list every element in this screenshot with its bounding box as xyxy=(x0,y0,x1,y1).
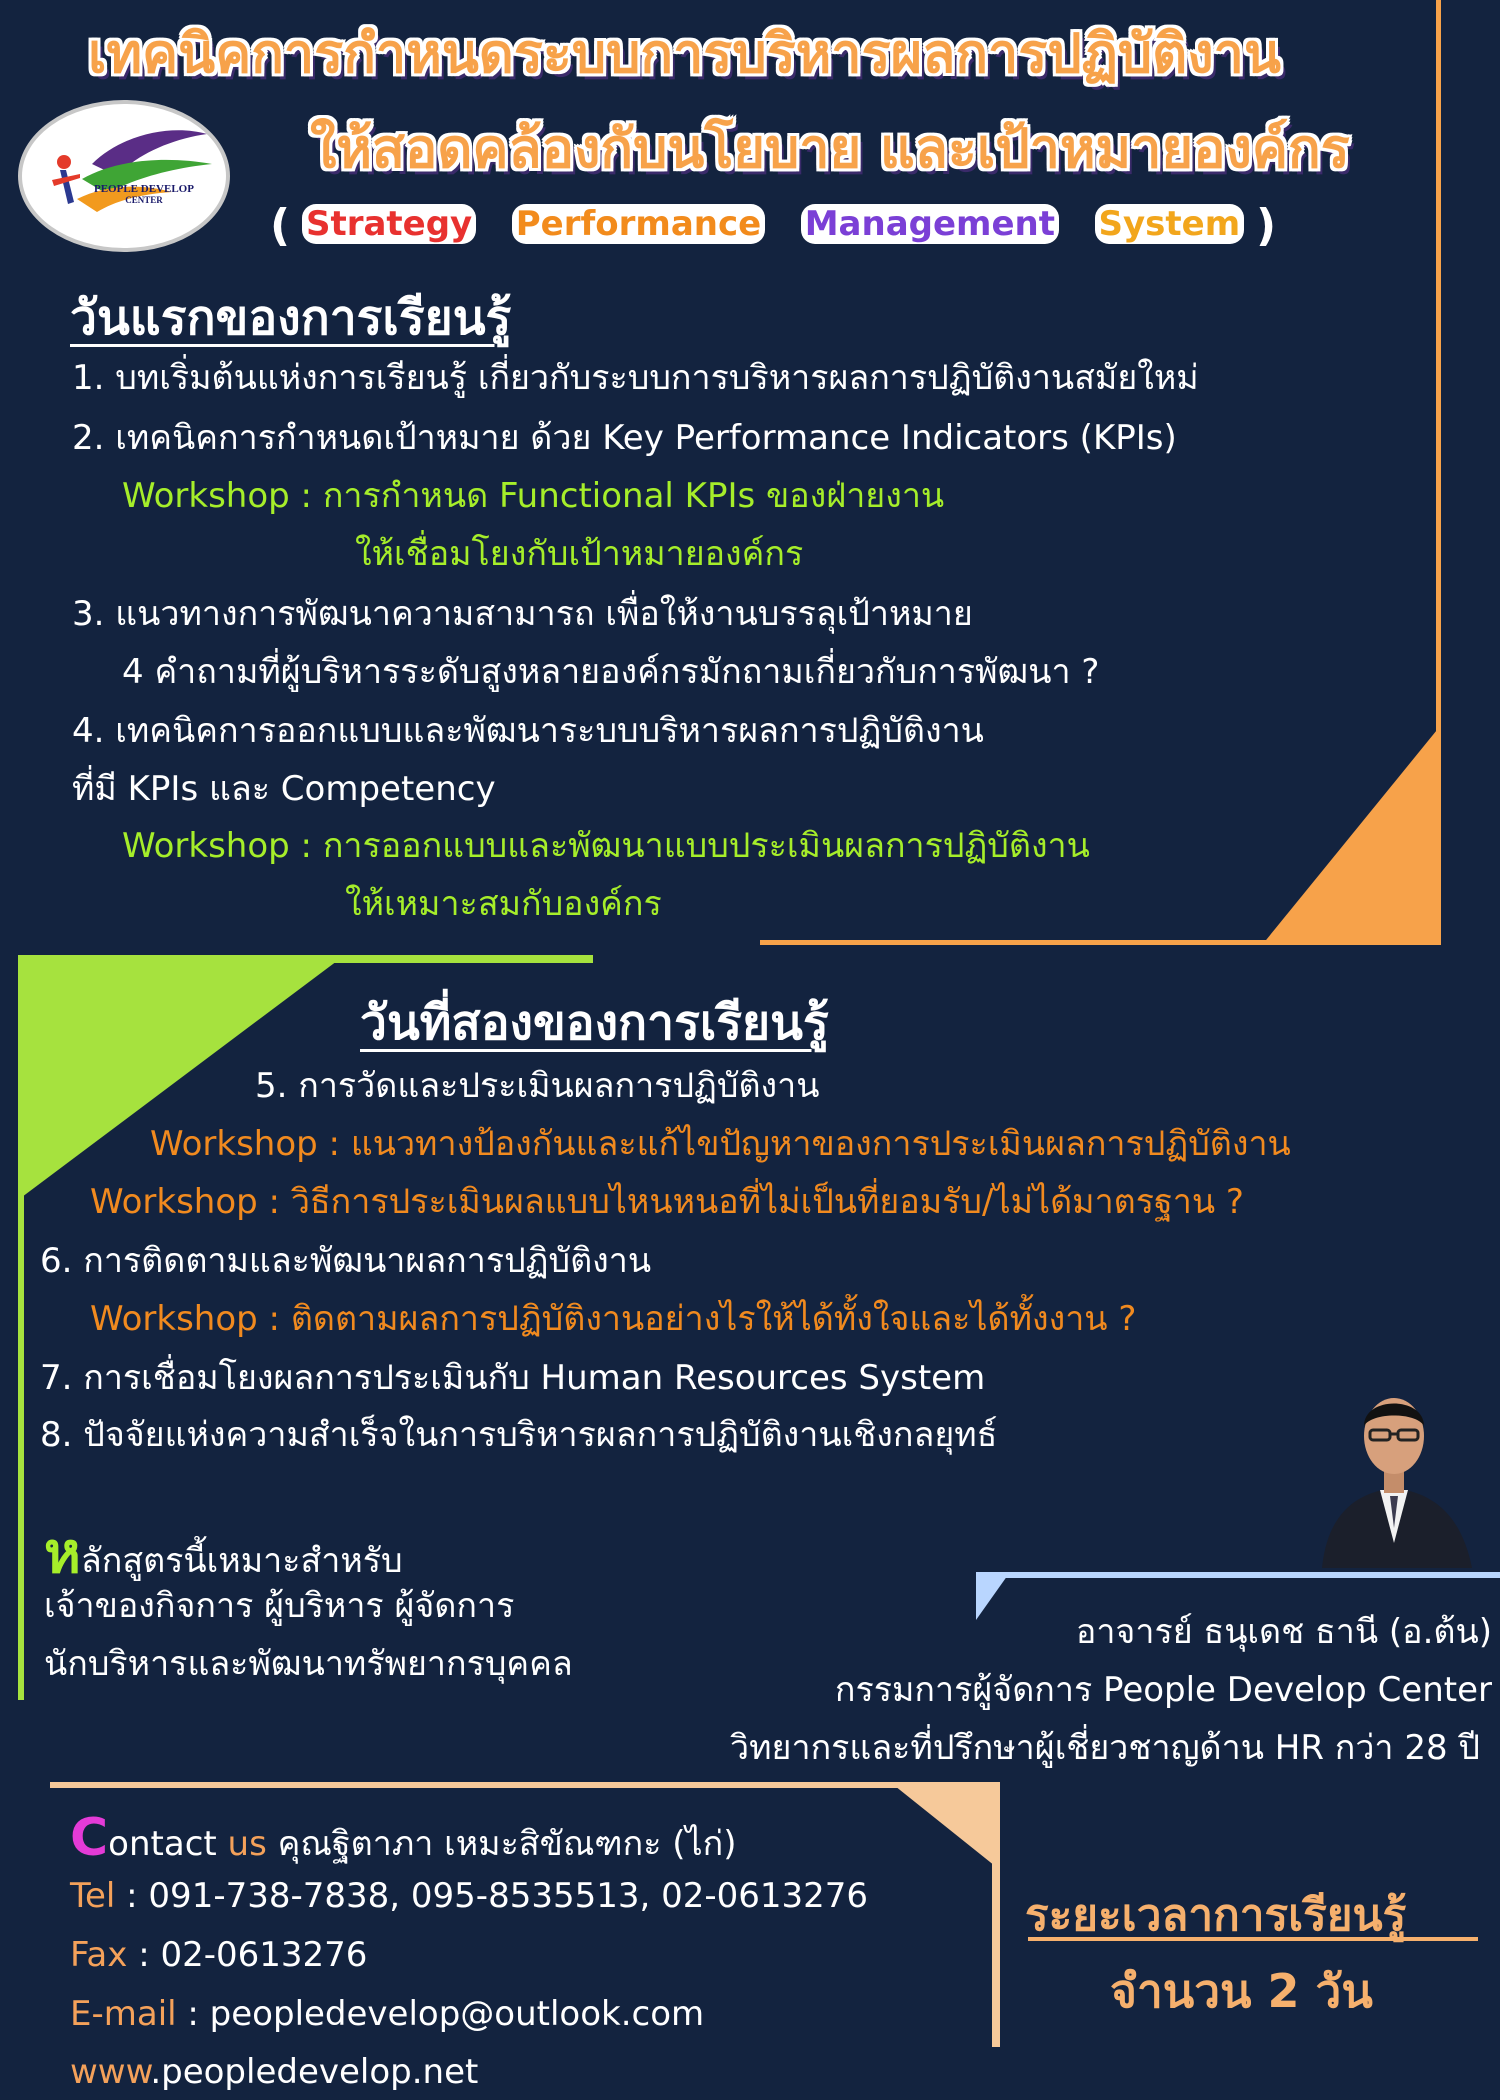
email-link[interactable]: : peopledevelop@outlook.com xyxy=(176,1994,705,2034)
day2-item6: 6. การติดตามและพัฒนาผลการปฏิบัติงาน xyxy=(40,1241,652,1281)
day2-heading: วันที่สองของการเรียนรู้ xyxy=(360,995,829,1051)
subtitle-word-strategy: Strategy xyxy=(302,204,476,244)
logo-swoosh-icon xyxy=(22,104,226,248)
contact-name: คุณฐิตาภา เหมะสิขัณฑกะ (ไก่) xyxy=(266,1824,737,1864)
contact-fax xyxy=(70,1935,367,1975)
green-left-border xyxy=(18,955,24,1700)
day1-heading: วันแรกของการเรียนรู้ xyxy=(70,290,512,346)
subtitle-paren-close: ) xyxy=(1256,200,1277,251)
day1-item3-sub: 4 คำถามที่ผู้บริหารระดับสูงหลายองค์กรมักถามเกี่ยวกับการพัฒนา ? xyxy=(122,652,1100,692)
subtitle-word-management: Management xyxy=(801,204,1059,244)
instructor-photo xyxy=(1312,1368,1477,1568)
contact-tel xyxy=(70,1876,868,1916)
day2-item7: 7. การเชื่อมโยงผลการประเมินกับ Human Resources System xyxy=(40,1358,986,1398)
contact-person xyxy=(70,1808,736,1870)
subtitle-word-system: System xyxy=(1095,204,1245,244)
audience-line1-text: ลักสูตรนี้เหมาะสำหรับ xyxy=(80,1541,403,1581)
instructor-position: กรรมการผู้จัดการ People Develop Center xyxy=(834,1670,1492,1710)
contact-us-label: us xyxy=(227,1824,267,1864)
day1-item4-line1: 4. เทคนิคการออกแบบและพัฒนาระบบบริหารผลการปฏิบัติงาน xyxy=(72,711,984,751)
peach-top-border xyxy=(50,1782,1000,1788)
day2-item5-workshop2: Workshop : วิธีการประเมินผลแบบไหนหนอที่ไม่เป็นที่ยอมรับ/ไม่ได้มาตรฐาน ? xyxy=(90,1182,1244,1222)
blue-corner xyxy=(976,1572,1010,1620)
fax-label: Fax xyxy=(70,1935,128,1975)
day1-item4-line2: ที่มี KPIs และ Competency xyxy=(72,769,496,809)
page-subtitle xyxy=(270,200,1276,251)
day1-item4-workshop-line1: Workshop : การออกแบบและพัฒนาแบบประเมินผลการปฏิบัติงาน xyxy=(122,826,1090,866)
blue-top-border xyxy=(976,1572,1500,1578)
audience-line3: นักบริหารและพัฒนาทรัพยากรบุคคล xyxy=(44,1644,573,1684)
duration-title: ระยะเวลาการเรียนรู้ xyxy=(1025,1890,1407,1941)
day2-item8: 8. ปัจจัยแห่งความสำเร็จในการบริหารผลการปฏิบัติงานเชิงกลยุทธ์ xyxy=(40,1415,998,1455)
page-title-line1: เทคนิคการกำหนดระบบการบริหารผลการปฏิบัติงาน xyxy=(88,22,1281,85)
website-link[interactable]: .peopledevelop.net xyxy=(150,2052,479,2092)
company-logo xyxy=(18,100,230,252)
peach-triangle xyxy=(890,1782,1000,1870)
orange-triangle xyxy=(1262,725,1441,945)
contact-website[interactable] xyxy=(70,2052,478,2092)
duration-value: จำนวน 2 วัน xyxy=(1110,1964,1373,2018)
tel-label: Tel xyxy=(70,1876,116,1916)
email-label: E-mail xyxy=(70,1994,177,2034)
website-prefix: www xyxy=(70,2052,151,2092)
contact-label: ontact xyxy=(108,1824,228,1864)
day1-item2-workshop-line1: Workshop : การกำหนด Functional KPIs ของฝ่ายงาน xyxy=(122,476,945,516)
day1-item2-workshop-line2: ให้เชื่อมโยงกับเป้าหมายองค์กร xyxy=(355,534,804,574)
day2-item6-workshop: Workshop : ติดตามผลการปฏิบัติงานอย่างไรให้ได้ทั้งใจและได้ทั้งงาน ? xyxy=(90,1299,1137,1339)
day1-item3: 3. แนวทางการพัฒนาความสามารถ เพื่อให้งานบรรลุเป้าหมาย xyxy=(72,594,973,634)
audience-line2: เจ้าของกิจการ ผู้บริหาร ผู้จัดการ xyxy=(44,1586,515,1626)
instructor-name: อาจารย์ ธนุเดช ธานี (อ.ต้น) xyxy=(1075,1612,1492,1652)
instructor-experience: วิทยากรและที่ปรึกษาผู้เชี่ยวชาญด้าน HR กว่า 28 ปี xyxy=(730,1728,1480,1768)
day1-item4-workshop-line2: ให้เหมาะสมกับองค์กร xyxy=(345,884,662,924)
logo-text xyxy=(94,184,194,206)
day1-item1: 1. บทเริ่มต้นแห่งการเรียนรู้ เกี่ยวกับระบบการบริหารผลการปฏิบัติงานสมัยใหม่ xyxy=(72,358,1199,398)
orange-bottom-border xyxy=(760,940,1441,945)
logo-text-line2: CENTER xyxy=(125,195,163,205)
subtitle-paren-open: ( xyxy=(270,200,291,251)
contact-email xyxy=(70,1994,704,2034)
day2-item5: 5. การวัดและประเมินผลการปฏิบัติงาน xyxy=(255,1066,820,1106)
fax-value: : 02-0613276 xyxy=(127,1935,368,1975)
day1-item2: 2. เทคนิคการกำหนดเป้าหมาย ด้วย Key Performance Indicators (KPIs) xyxy=(72,418,1177,458)
page-title-line2: ให้สอดคล้องกับนโยบาย และเป้าหมายองค์กร xyxy=(310,117,1350,180)
day2-item5-workshop1: Workshop : แนวทางป้องกันและแก้ไขปัญหาของการประเมินผลการปฏิบัติงาน xyxy=(150,1124,1291,1164)
logo-text-line1: PEOPLE DEVELOP xyxy=(94,183,194,195)
peach-right-border xyxy=(992,1782,1000,2047)
tel-value[interactable]: : 091-738-7838, 095-8535513, 02-0613276 xyxy=(115,1876,869,1916)
contact-first-letter: C xyxy=(70,1808,109,1868)
subtitle-word-performance: Performance xyxy=(512,204,765,244)
audience-first-letter: ห xyxy=(44,1521,81,1586)
